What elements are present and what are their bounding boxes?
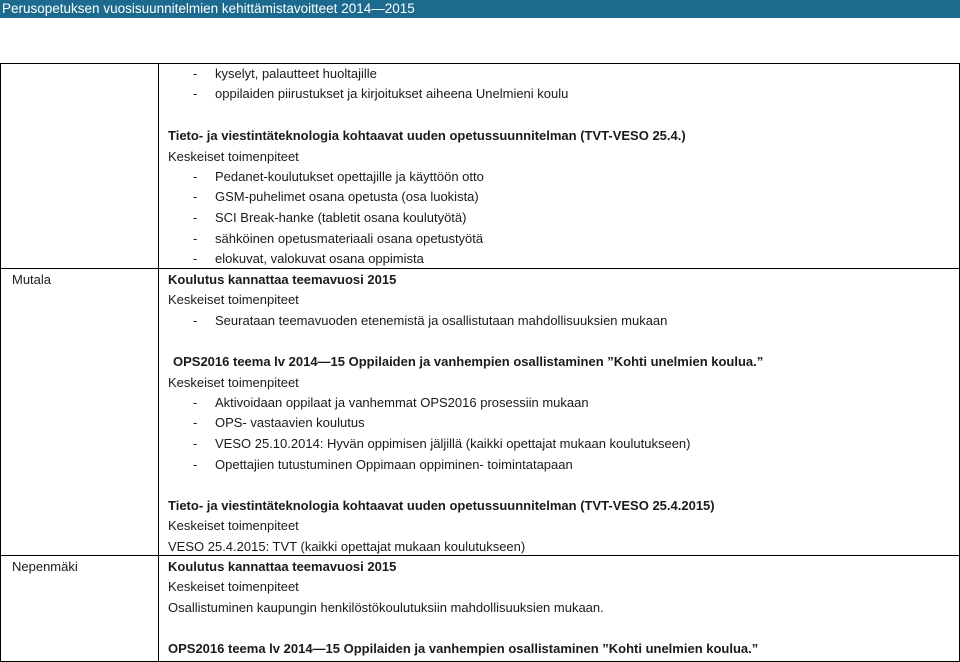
- list-item: Seurataan teemavuoden etenemistä ja osallistutaan mahdollisuuksien mukaan: [215, 313, 668, 328]
- school-name: Nepenmäki: [12, 559, 78, 574]
- list-item: VESO 25.10.2014: Hyvän oppimisen jäljillä (kaikki opettajat mukaan koulutukseen): [215, 436, 691, 451]
- section-heading: OPS2016 teema lv 2014—15 Oppilaiden ja vanhempien osallistaminen ”Kohti unelmien koulua.”: [173, 354, 764, 369]
- list-item: GSM-puhelimet osana opetusta (osa luokista): [215, 189, 479, 204]
- table-border-top: [0, 63, 960, 64]
- actions-label: Keskeiset toimenpiteet: [168, 149, 299, 164]
- section-heading: Koulutus kannattaa teemavuosi 2015: [168, 272, 397, 287]
- list-item: sähköinen opetusmateriaali osana opetustyötä: [215, 231, 484, 246]
- page-header: [0, 0, 960, 18]
- actions-label: Keskeiset toimenpiteet: [168, 518, 299, 533]
- table-row-divider: [0, 268, 960, 269]
- list-bullet: -: [193, 313, 198, 328]
- list-item: elokuvat, valokuvat osana oppimista: [215, 251, 424, 266]
- table-border-left: [0, 63, 1, 662]
- body-text: Osallistuminen kaupungin henkilöstökoulutuksiin mahdollisuuksien mukaan.: [168, 600, 604, 615]
- list-bullet: -: [193, 395, 198, 410]
- list-bullet: -: [193, 231, 198, 246]
- header-title: Perusopetuksen vuosisuunnitelmien kehittämistavoitteet 2014—2015: [2, 1, 415, 16]
- list-item: kyselyt, palautteet huoltajille: [215, 66, 377, 81]
- list-bullet: -: [193, 251, 198, 266]
- list-bullet: -: [193, 436, 198, 451]
- veso-text: VESO 25.4.2015: TVT (kaikki opettajat mukaan koulutukseen): [168, 539, 526, 554]
- list-item: OPS- vastaavien koulutus: [215, 415, 365, 430]
- list-bullet: -: [193, 86, 198, 101]
- list-item: Pedanet-koulutukset opettajille ja käyttöön otto: [215, 169, 484, 184]
- section-heading: Tieto- ja viestintäteknologia kohtaavat uuden opetussuunnitelman (TVT-VESO 25.4.2015): [168, 498, 715, 513]
- section-heading: OPS2016 teema lv 2014—15 Oppilaiden ja vanhempien osallistaminen ”Kohti unelmien koulua.”: [168, 641, 759, 656]
- list-item: Opettajien tutustuminen Oppimaan oppiminen- toimintatapaan: [215, 457, 573, 472]
- actions-label: Keskeiset toimenpiteet: [168, 579, 299, 594]
- list-bullet: -: [193, 415, 198, 430]
- list-bullet: -: [193, 457, 198, 472]
- list-item: Aktivoidaan oppilaat ja vanhemmat OPS2016 prosessiin mukaan: [215, 395, 589, 410]
- actions-label: Keskeiset toimenpiteet: [168, 375, 299, 390]
- section-heading: Koulutus kannattaa teemavuosi 2015: [168, 559, 397, 574]
- actions-label: Keskeiset toimenpiteet: [168, 292, 299, 307]
- list-bullet: -: [193, 66, 198, 81]
- table-column-divider: [158, 63, 159, 662]
- list-bullet: -: [193, 210, 198, 225]
- list-bullet: -: [193, 169, 198, 184]
- table-row-divider: [0, 555, 960, 556]
- list-item: oppilaiden piirustukset ja kirjoitukset aiheena Unelmieni koulu: [215, 86, 569, 101]
- school-name: Mutala: [12, 272, 52, 287]
- list-item: SCI Break-hanke (tabletit osana koulutyötä): [215, 210, 467, 225]
- section-heading: Tieto- ja viestintäteknologia kohtaavat uuden opetussuunnitelman (TVT-VESO 25.4.): [168, 128, 686, 143]
- list-bullet: -: [193, 189, 198, 204]
